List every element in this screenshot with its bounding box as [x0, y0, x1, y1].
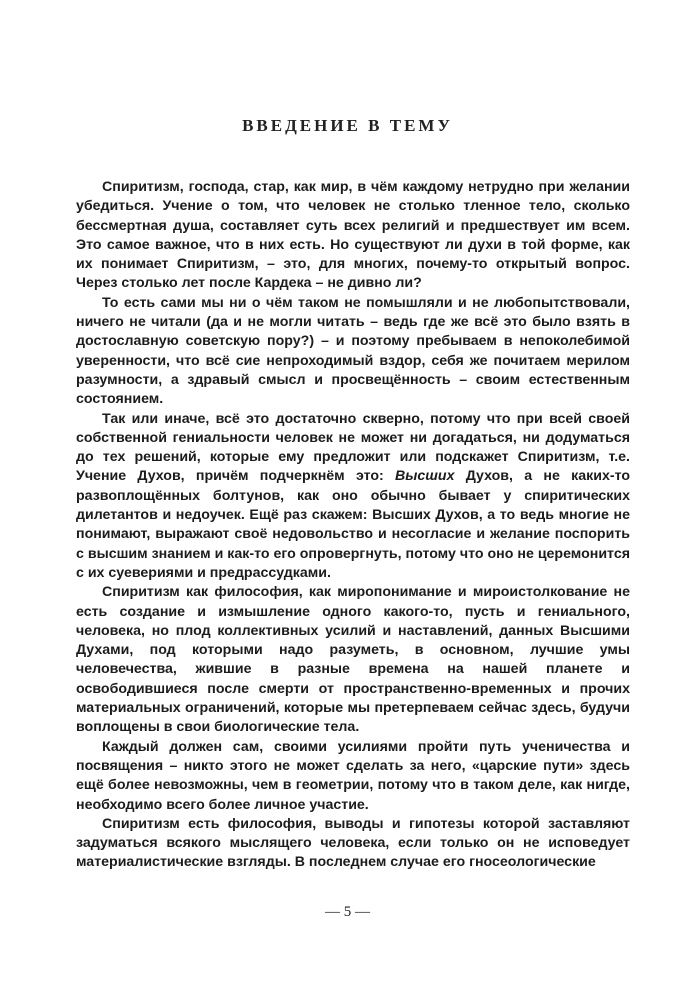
italic-emphasis: Высших [395, 468, 455, 485]
paragraph: Спиритизм, господа, стар, как мир, в чём каждому нетрудно при желании убедиться. Учение о том, что человек не столько тленное тело, сколько бессмертная душа, составляет суть всех религий и предшествует им всем. Это самое важное, что в них есть. Но существуют ли духи в той форме, как их понимает Спиритизм, – это, для многих, почему-то открытый вопрос. Через столько лет после Кардека – не дивно ли? [76, 179, 630, 292]
paragraph: Каждый должен сам, своими усилиями пройти путь ученичества и посвящения – никто этого не может сделать за него, «царские пути» здесь ещё более невозможны, чем в геометрии, потому что в таком деле, как нигде, необходимо всего более личное участие. [76, 738, 630, 813]
paragraph: Спиритизм есть философия, выводы и гипотезы которой заставляют задуматься всякого мыслящего человека, если только он не исповедует материалистические взгляды. В последнем случае его гносеологические [76, 815, 630, 871]
body-text [76, 178, 630, 873]
paragraph [76, 410, 630, 584]
paragraph: То есть сами мы ни о чём таком не помышляли и не любопытствовали, ничего не читали (да и не могли читать – ведь где же всё это было взять в достославную советскую пору?) – и поэтому пребываем в непоколебимой уверенности, что всё сие непроходимый вздор, себя же почитаем мерилом разумности, а здравый смысл и просвещённость – своим естественным состоянием. [76, 294, 630, 408]
paragraph: Спиритизм как философия, как миропонимание и мироистолкование не есть создание и измышление одного какого-то, пусть и гениального, человека, но плод коллективных усилий и наставлений, данных Высшими Духами, под которыми надо разуметь, в основном, лучшие умы человечества, жившие в разные времена на нашей планете и освободившиеся после смерти от пространственно-временных и прочих материальных ограничений, которые мы претерпеваем сейчас здесь, будучи воплощены в свои биологические тела. [76, 584, 630, 736]
paragraph-text: Духов, а не каких-то развоплощённых болтунов, как оно обычно бывает у спиритических дилетантов и недоучек. Ещё раз скажем: Высших Духов, а то ведь многие не понимают, выражают своё недовольство и несогласие и желание поспорить с высшим знанием и как-то его опровергнуть, потому что оно не церемонится с их суевериями и предрассудками. [76, 468, 630, 581]
chapter-title: ВВЕДЕНИЕ В ТЕМУ [242, 116, 453, 135]
paragraph-text: Так или иначе, всё это достаточно скверно, потому что при всей своей собственной гениальности человек не может ни догадаться, ни додуматься до тех решений, которые ему предложит или подскажет Спиритизм, т.е. Учение Духов, причём подчеркнём это: [76, 410, 630, 485]
page-number: — 5 — [325, 904, 370, 920]
